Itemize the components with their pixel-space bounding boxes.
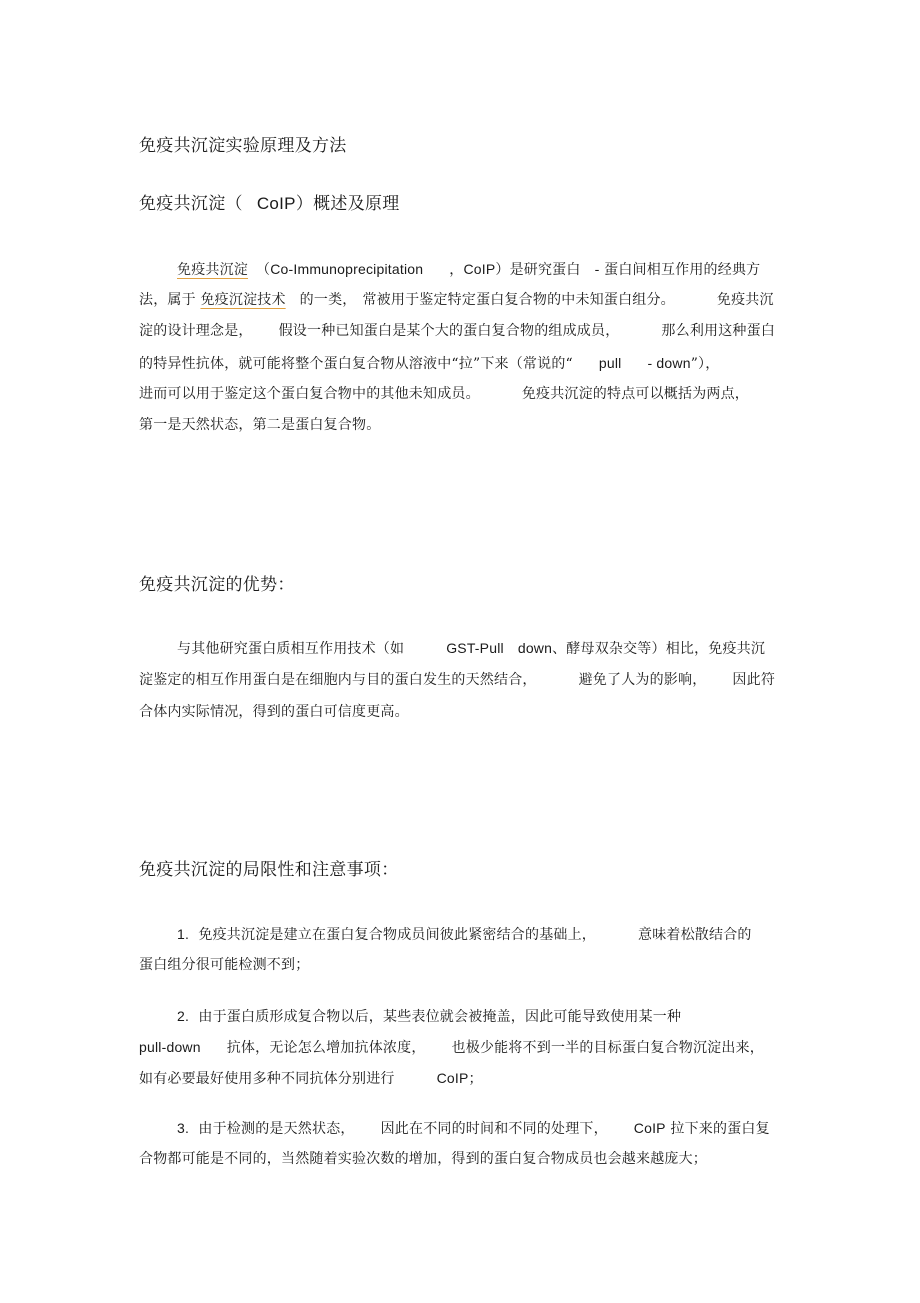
list-item-continuation <box>139 1037 764 1058</box>
heading-abbr: CoIP <box>256 194 296 213</box>
text-span: 拉下来的蛋白复 <box>670 1121 770 1137</box>
text-span: 法，属于 <box>139 292 196 308</box>
text-span: ， <box>449 262 464 278</box>
text-span: down <box>517 640 553 656</box>
text-span: 常被用于鉴定特定蛋白复合物的中未知蛋白组分。 <box>362 292 675 308</box>
text-span: Co-Immunoprecipitation <box>270 261 424 277</box>
text-span: 、酵母双杂交等）相比，免疫共沉 <box>552 641 766 657</box>
list-item <box>177 924 752 945</box>
text-span: 避免了人为的影响， <box>578 672 707 688</box>
heading-text: 免疫共沉淀（ <box>139 194 243 214</box>
list-item-continuation: 合物都可能是不同的，当然随着实验次数的增加，得到的蛋白复合物成员也会越来越庞大； <box>139 1151 707 1167</box>
paragraph-line <box>177 638 765 659</box>
text-span: ； <box>468 1071 483 1087</box>
text-span: 意味着松散结合的 <box>638 927 752 943</box>
text-span: 因此符 <box>732 672 776 688</box>
text-span: 如有必要最好使用多种不同抗体分别进行 <box>139 1071 395 1087</box>
text-span: （ <box>256 262 271 278</box>
paragraph-line <box>139 290 774 310</box>
text-span: CoIP <box>633 1120 666 1136</box>
text-span: 进而可以用于鉴定这个蛋白复合物中的其他未知成员。 <box>139 386 480 402</box>
section-heading-advantages: 免疫共沉淀的优势： <box>139 575 295 595</box>
text-span: - down <box>647 355 691 371</box>
text-span: 那么利用这种蛋白 <box>661 323 776 339</box>
link-coip-term[interactable]: 免疫共沉淀 <box>177 262 248 278</box>
text-span: 也极少能将不到一半的目标蛋白复合物沉淀出来， <box>451 1040 764 1056</box>
paragraph-line <box>139 384 749 404</box>
list-number: 2. <box>177 1008 190 1024</box>
text-span: ）是研究蛋白 <box>495 262 581 278</box>
paragraph-line <box>139 670 775 690</box>
text-span: 淀的设计理念是， <box>139 323 253 339</box>
text-span: ”）， <box>690 356 720 372</box>
text-span: 免疫共沉淀是建立在蛋白复合物成员间彼此紧密结合的基础上， <box>198 927 596 943</box>
text-span: 免疫共沉 <box>716 292 774 308</box>
text-span: 假设一种已知蛋白是某个大的蛋白复合物的组成成员， <box>278 323 620 339</box>
text-span: CoIP <box>463 261 496 277</box>
paragraph-line: 合体内实际情况，得到的蛋白可信度更高。 <box>139 704 409 720</box>
text-span: 免疫共沉淀的特点可以概括为两点， <box>521 386 750 402</box>
text-span: 抗体，无论怎么增加抗体浓度， <box>226 1040 426 1056</box>
text-span: - 蛋白间相互作用的经典方 <box>594 262 761 278</box>
list-item <box>177 1006 681 1027</box>
list-item <box>177 1118 770 1139</box>
paragraph-line <box>139 353 719 374</box>
text-span: CoIP <box>436 1070 469 1086</box>
text-span: pull <box>598 355 622 371</box>
paragraph-line <box>139 321 775 341</box>
text-span: 的特异性抗体，就可能将整个蛋白复合物从溶液中“拉”下来（常说的“ <box>139 356 573 372</box>
text-span: 的一类， <box>299 292 357 308</box>
heading-text: ）概述及原理 <box>295 194 400 214</box>
list-item-continuation: 蛋白组分很可能检测不到； <box>139 957 310 973</box>
text-span: 淀鉴定的相互作用蛋白是在细胞内与目的蛋白发生的天然结合， <box>139 672 537 688</box>
text-span: 因此在不同的时间和不同的处理下， <box>380 1121 608 1137</box>
list-number: 3. <box>177 1120 190 1136</box>
link-ip-technique[interactable]: 免疫沉淀技术 <box>200 292 286 308</box>
section-heading-overview <box>139 192 400 216</box>
text-span: 由于蛋白质形成复合物以后，某些表位就会被掩盖，因此可能导致使用某一种 <box>198 1009 682 1025</box>
text-span: GST-Pull <box>446 640 504 656</box>
text-span: 由于检测的是天然状态， <box>198 1121 355 1137</box>
paragraph-line: 第一是天然状态，第二是蛋白复合物。 <box>139 417 381 433</box>
list-number: 1. <box>177 926 190 942</box>
text-span: 与其他研究蛋白质相互作用技术（如 <box>177 641 405 657</box>
list-item-continuation <box>139 1068 483 1089</box>
document-title: 免疫共沉淀实验原理及方法 <box>139 136 347 156</box>
section-heading-limitations: 免疫共沉淀的局限性和注意事项： <box>139 860 399 880</box>
text-span: pull-down <box>139 1039 201 1055</box>
paragraph-line <box>177 259 760 280</box>
